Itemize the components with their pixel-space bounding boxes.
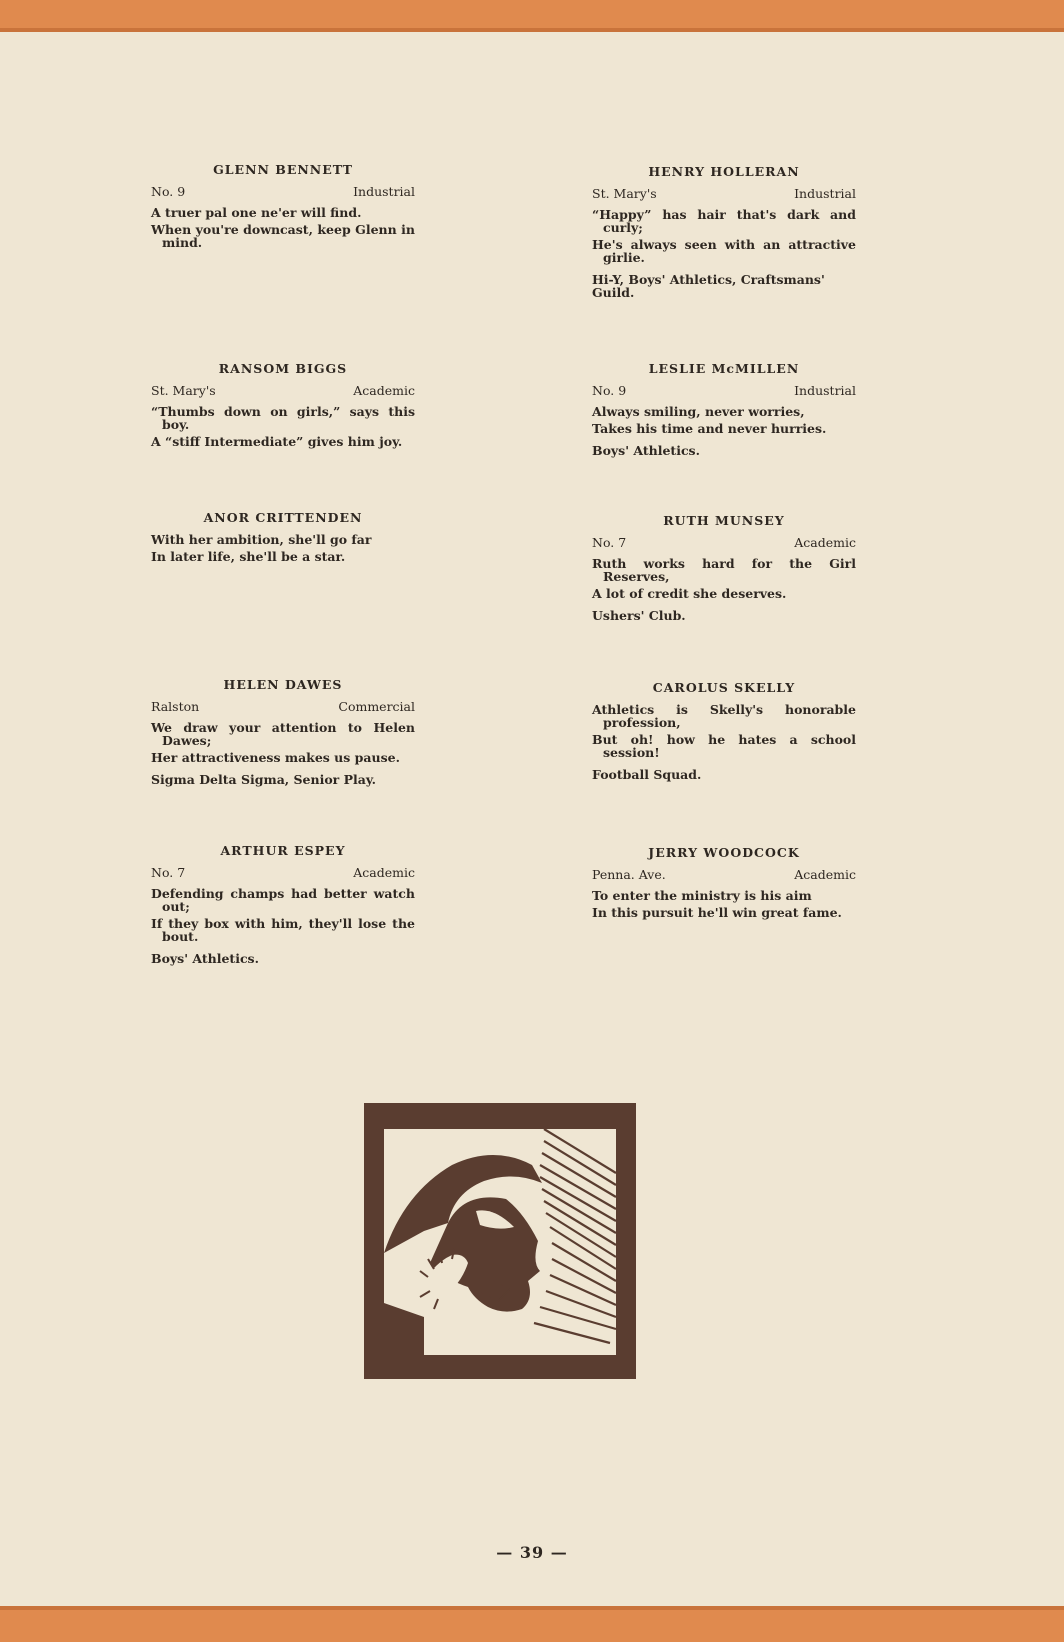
verse-line: In this pursuit he'll win great fame. [592,905,842,920]
verse-line: A “stiff Intermediate” gives him joy. [151,434,403,449]
senior-meta [592,187,856,200]
verse-line: When you're downcast, keep Glenn in mind. [151,222,415,250]
senior-meta [592,868,856,881]
senior-name: RANSOM BIGGS [218,361,348,376]
senior-course: Academic [794,535,856,550]
senior-entry-carolus-skelly [592,681,856,781]
woodcut-face-illustration [364,1103,636,1379]
verse-line: Athletics is Skelly's honorable profession, [592,702,856,730]
senior-entry-henry-holleran [592,165,856,299]
verse-line: Defending champs had better watch out; [151,886,415,914]
verse-line: If they box with him, they'll lose the bout. [151,916,415,944]
verse-line: In later life, she'll be a star. [151,549,346,564]
senior-course: Commercial [338,699,415,714]
senior-entry-arthur-espey [151,844,415,965]
senior-school: No. 7 [592,535,627,550]
senior-meta [592,536,856,549]
senior-name: JERRY WOODCOCK [648,845,800,860]
verse-line: But oh! how he hates a school session! [592,732,856,760]
senior-entry-anor-crittenden [151,511,415,567]
senior-activities: Ushers' Club. [592,608,686,623]
verse-line: Always smiling, never worries, [592,404,805,419]
verse-line: With her ambition, she'll go far [151,532,372,547]
senior-meta [151,700,415,713]
senior-name: GLENN BENNETT [213,162,353,177]
senior-entry-helen-dawes [151,678,415,786]
senior-meta [592,384,856,397]
senior-meta [151,384,415,397]
senior-activities: Boys' Athletics. [592,443,700,458]
verse-line: “Happy” has hair that's dark and curly; [592,207,856,235]
verse-line: “Thumbs down on girls,” says this boy. [151,404,415,432]
senior-course: Industrial [353,184,415,199]
page-number: — 39 — [496,1543,568,1562]
senior-school: No. 9 [592,383,627,398]
bottom-border-band [0,1606,1064,1642]
verse-line: He's always seen with an attractive girlie. [592,237,856,265]
senior-meta [151,185,415,198]
senior-name: HELEN DAWES [223,677,343,692]
senior-activities: Sigma Delta Sigma, Senior Play. [151,772,377,787]
senior-school: Ralston [151,699,200,714]
senior-school: No. 7 [151,865,186,880]
verse-line: Her attractiveness makes us pause. [151,750,400,765]
verse-line: A truer pal one ne'er will find. [151,205,362,220]
senior-course: Industrial [794,186,856,201]
senior-school: No. 9 [151,184,186,199]
senior-entry-leslie-mcmillen [592,362,856,457]
senior-name: ARTHUR ESPEY [220,843,346,858]
top-border-band [0,0,1064,32]
senior-activities: Football Squad. [592,767,702,782]
verse-line: Takes his time and never hurries. [592,421,827,436]
verse-line: We draw your attention to Helen Dawes; [151,720,415,748]
senior-course: Academic [794,867,856,882]
verse-line: To enter the ministry is his aim [592,888,812,903]
senior-name: RUTH MUNSEY [663,513,785,528]
senior-activities: Hi-Y, Boys' Athletics, Craftsmans' Guild. [592,272,825,300]
senior-school: St. Mary's [592,186,657,201]
senior-school: St. Mary's [151,383,216,398]
senior-name: ANOR CRITTENDEN [203,510,363,525]
verse-line: Ruth works hard for the Girl Reserves, [592,556,856,584]
senior-entry-ransom-biggs [151,362,415,452]
senior-meta [151,866,415,879]
senior-course: Academic [353,865,415,880]
senior-course: Academic [353,383,415,398]
senior-activities: Boys' Athletics. [151,951,259,966]
senior-entry-jerry-woodcock [592,846,856,923]
senior-entry-glenn-bennett [151,163,415,253]
verse-line: A lot of credit she deserves. [592,586,787,601]
senior-school: Penna. Ave. [592,867,666,882]
senior-entry-ruth-munsey [592,514,856,622]
senior-course: Industrial [794,383,856,398]
senior-name: HENRY HOLLERAN [648,164,800,179]
senior-name: CAROLUS SKELLY [652,680,796,695]
senior-name: LESLIE McMILLEN [648,361,800,376]
